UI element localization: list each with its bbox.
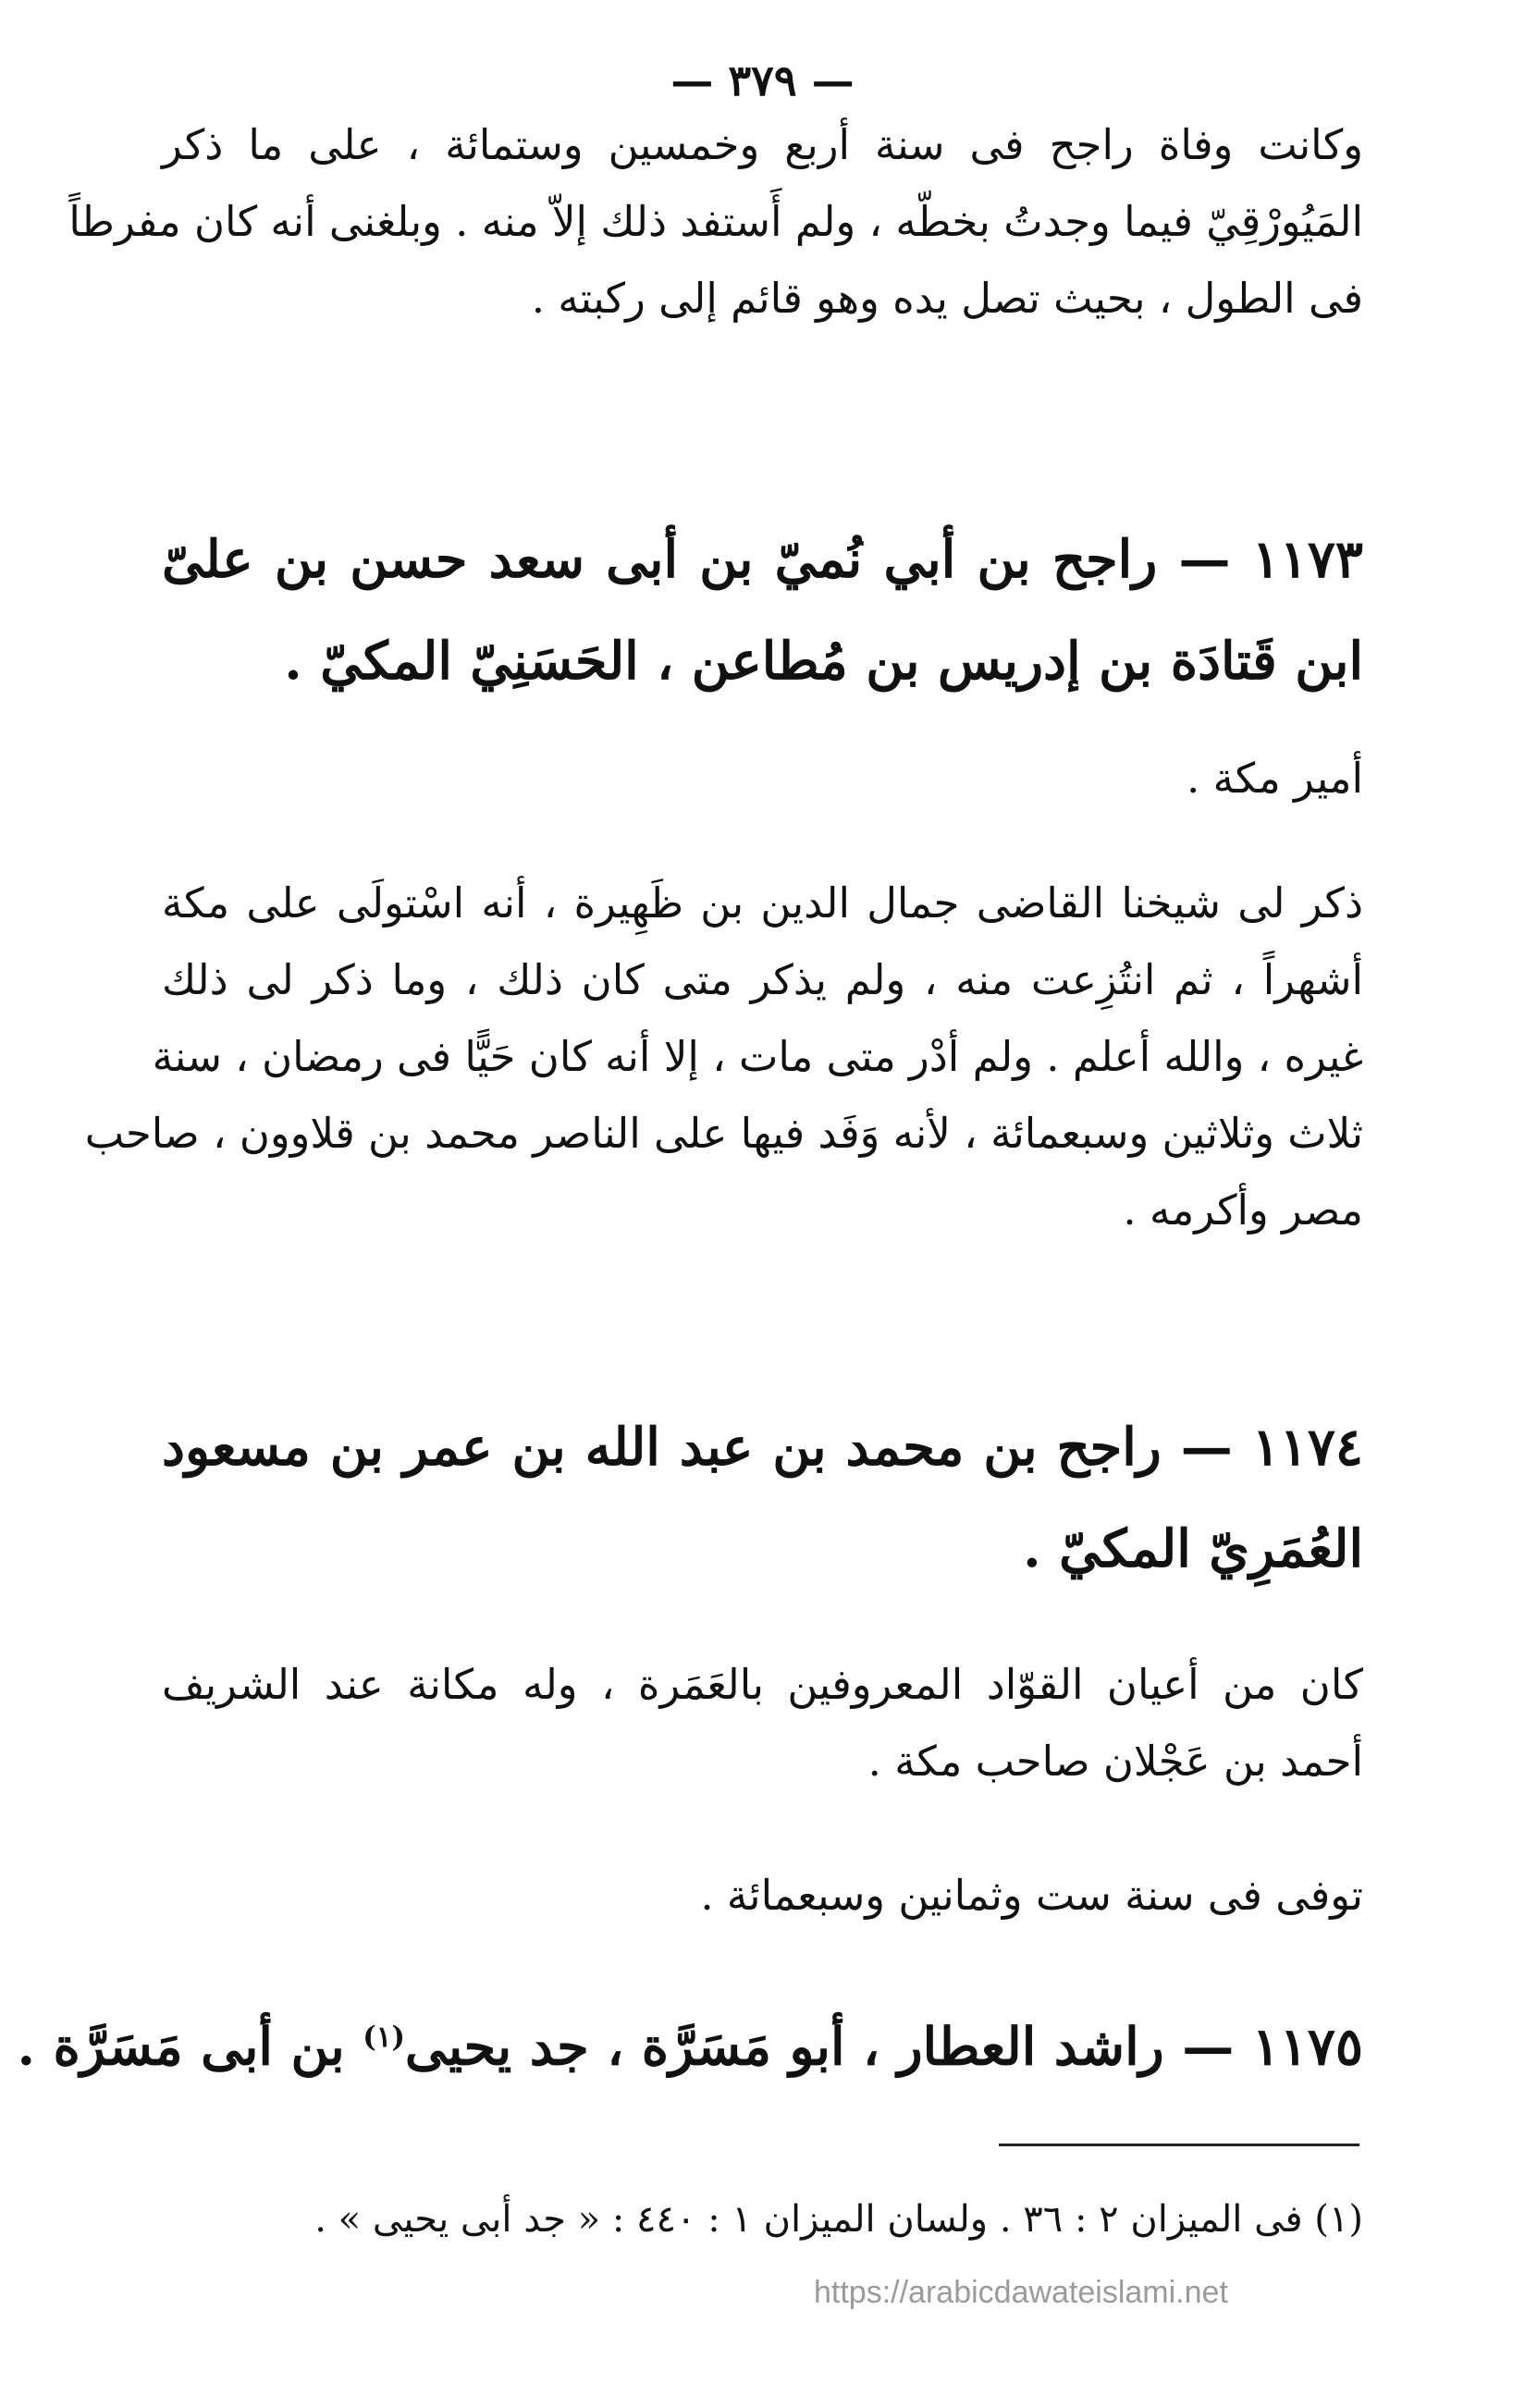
entry-1173-body: [84, 865, 1363, 1248]
entry-1174-heading: [162, 1396, 1363, 1600]
entry-1175-heading: [17, 1986, 1363, 2098]
footnote-marker: (١): [363, 2021, 405, 2054]
entry-1173-title: [162, 740, 1363, 817]
text-line: ثلاث وثلاثين وسبعمائة ، لأنه وَفَد فيها على الناصر محمد بن قلاوون ، صاحب: [84, 1109, 1363, 1158]
heading-line: ١١٧٣ — راجح بن أبي نُميّ بن أبى سعد حسن بن علىّ: [162, 529, 1363, 590]
heading-line: ١١٧٤ — راجح بن محمد بن عبد الله بن عمر بن مسعود: [162, 1417, 1363, 1478]
heading-line: ابن قَتادَة بن إدريس بن مُطاعن ، الحَسَنِيّ المكيّ .: [284, 631, 1363, 692]
heading-text-before-mark: ١١٧٥ — راشد العطار ، أبو مَسَرَّة ، جد يحيى: [404, 2016, 1363, 2078]
text-line: المَيُورْقِيّ فيما وجدتُ بخطّه ، ولم أَستفد ذلك إلاّ منه . وبلغنى أنه كان مفرطاً: [68, 197, 1363, 246]
entry-1174-body: [162, 1646, 1363, 1800]
intro-paragraph: [68, 106, 1363, 337]
entry-1173-heading: [162, 509, 1363, 712]
heading-line: [17, 1986, 1363, 2098]
text-line: أمير مكة .: [1186, 754, 1363, 803]
text-line: فى الطول ، بحيث تصل يده وهو قائم إلى ركبته .: [531, 274, 1363, 323]
heading-line: العُمَرِيّ المكيّ .: [1023, 1518, 1363, 1579]
footnote-divider: [999, 2144, 1359, 2146]
watermark-url: https://arabicdawateislami.net: [814, 2275, 1228, 2310]
text-line: ذكر لى شيخنا القاضى جمال الدين بن ظَهِيرة ، أنه اسْتولَى على مكة: [162, 878, 1363, 928]
text-line: غيره ، والله أعلم . ولم أدْر متى مات ، إلا أنه كان حَيًّا فى رمضان ، سنة: [152, 1032, 1363, 1081]
text-line: توفى فى سنة ست وثمانين وسبعمائة .: [700, 1871, 1363, 1920]
text-line: أشهراً ، ثم انتُزِعت منه ، ولم يذكر متى كان ذلك ، وما ذكر لى ذلك: [162, 955, 1363, 1004]
entry-1174-death: [162, 1857, 1363, 1934]
text-line: كان من أعيان القوّاد المعروفين بالعَمَرة ، وله مكانة عند الشريف: [162, 1660, 1363, 1709]
text-line: أحمد بن عَجْلان صاحب مكة .: [867, 1737, 1363, 1786]
page-number: — ٣٧٩ —: [670, 55, 855, 105]
footnote: (١) فى الميزان ٢ : ٣٦ . ولسان الميزان ١ : ٤٤٠ : « جد أبى يحيى » .: [314, 2198, 1363, 2241]
text-line: مصر وأكرمه .: [1123, 1186, 1363, 1235]
heading-text-after-mark: بن أبى مَسَرَّة .: [17, 2016, 363, 2078]
text-line: وكانت وفاة راجح فى سنة أربع وخمسين وستمائة ، على ما ذكر: [162, 120, 1363, 169]
